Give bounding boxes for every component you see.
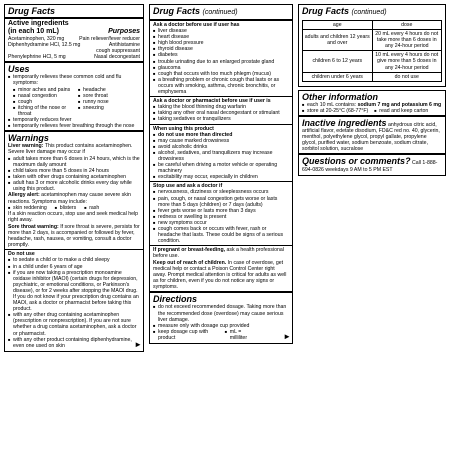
active-item: Diphenhydramine HCl, 12.5 mg Antihistamine — [8, 42, 140, 49]
do-not-use-item: ■ with any other drug containing acetaminophen (prescription or nonprescription). If you are not sure whether a drug contains acetaminophen, ask a doctor or pharmacist. — [8, 312, 140, 336]
do-not-use-heading: Do not use — [8, 251, 35, 258]
uses-item: ■ temporarily relieves fever breathing through the nose — [8, 123, 140, 129]
other-info-item: ■ read and keep carton — [374, 108, 428, 114]
liver-item: ■ child takes more than 5 doses in 24 hours — [8, 168, 140, 174]
sore-throat-warning: Sore throat warning: If sore throat is severe, persists for more than 2 days, is accompanied or followed by fever, headache, rash, nausea, or vomiting, consult a doctor promptly. — [8, 223, 140, 249]
inactive-ingredients: Inactive ingredients anhydrous citric acid, artificial flavor, edetate disodium, FD&C red no. 40, glycerin, menthol, polyethylene glycol, propyl gallate, propylene glycol, purified water, sodium benzoate, sodium citrate, sorbitol solution, sucralose — [302, 117, 440, 153]
table-cell: adults and children 12 years and over — [303, 30, 373, 51]
stop-use-item: ■ nervousness, dizziness or sleeplessness occurs — [153, 189, 289, 195]
ask-doctor-item: ■ a breathing problem or chronic cough that lasts or as occurs with smoking, asthma, chronic bronchitis, or emphysema — [153, 77, 289, 95]
when-using-item: ■ avoid alcoholic drinks — [153, 144, 289, 150]
do-not-use-item: ■ to sedate a child or to make a child sleepy — [8, 257, 140, 263]
drug-facts-panel-1 — [4, 4, 144, 352]
ask-pharmacist-heading: Ask a doctor or pharmacist before use if user is — [153, 98, 271, 105]
liver-item: ■ taken with other drugs containing acetaminophen — [8, 174, 140, 180]
keep-out-of-reach: Keep out of reach of children. In case of overdose, get medical help or contact a Poison Control Center right away. Prompt medical attention is critical for adults as well as for children, even if you do not notice any signs or symptoms. — [153, 259, 287, 291]
ask-doctor-item: ■ cough that occurs with too much phlegm (mucus) — [153, 71, 289, 77]
stop-use-item: ■ new symptoms occur — [153, 220, 289, 226]
warnings-title: Warnings — [8, 133, 49, 144]
drug-facts-column-2 — [149, 4, 293, 347]
panel-title: Drug Facts — [8, 6, 56, 16]
table-row — [303, 72, 442, 81]
do-not-use-item: ■ if you are now taking a prescription monoamine oxidase inhibitor (MAOI) (certain drugs for depression, psychiatric, or emotional conditions, or Parkinson's disease), or for 2 weeks after stopping the MAOI drug. If you do not know if your prescription drug contains an MAOI, ask a doctor or pharmacist before taking this product. — [8, 270, 140, 313]
stop-use-item: ■ redness or swelling is present — [153, 214, 289, 220]
table-cell: children 6 to 12 years — [303, 51, 373, 72]
ask-doctor-item: ■ glaucoma — [153, 65, 289, 71]
table-cell: children under 6 years — [303, 72, 373, 81]
ask-doctor-item: ■ high blood pressure — [153, 40, 289, 46]
liver-item: ■ adult takes more than 6 doses in 24 hours, which is the maximum daily amount — [8, 156, 140, 168]
questions: Questions or comments? Call 1-888-694-0826 weekdays 9 AM to 5 PM EST — [302, 156, 438, 173]
table-row — [303, 30, 442, 51]
drug-facts-panel-3 — [298, 4, 446, 87]
drug-facts-panel-2 — [149, 4, 293, 344]
active-ingredients-subheading: (in each 10 mL) — [8, 28, 59, 35]
when-using-heading: When using this product — [153, 125, 214, 132]
continue-arrow-icon: ► — [283, 332, 291, 341]
symptom-item: ■ minor aches and pains — [13, 87, 75, 93]
other-info-title: Other information — [302, 91, 378, 102]
ask-doctor-item: ■ diabetes — [153, 52, 289, 58]
uses-item: ■ temporarily reduces fever — [8, 117, 140, 123]
dosage-table — [302, 20, 442, 82]
active-item: cough suppressant — [96, 48, 140, 55]
active-item: Phenylephrine HCl, 5 mg Nasal decongestant — [8, 54, 140, 61]
directions-title: Directions — [153, 294, 198, 305]
symptom-item: ■ nasal congestion — [13, 93, 75, 99]
directions-item: ■ do not exceed recommended dosage. Taking more than the recommended dose (overdose) may cause serious liver damage. — [153, 304, 289, 322]
purposes-heading: Purposes — [108, 28, 140, 35]
when-using-item: ■ may cause marked drowsiness — [153, 138, 289, 144]
continue-arrow-icon: ► — [134, 339, 142, 349]
when-using-item: ■ be careful when driving a motor vehicle or operating machinery — [153, 162, 289, 174]
table-cell: 20 mL every 4 hours do not take more than 6 doses in any 24-hour period — [372, 30, 442, 51]
ask-doctor-heading: Ask a doctor before use if user has — [153, 22, 240, 28]
allergy-symptom: ■ rash — [84, 205, 99, 211]
other-info-panel — [298, 90, 446, 176]
when-using-item: ■ do not use more than directed — [153, 132, 289, 138]
stop-use-heading: Stop use and ask a doctor if — [153, 183, 223, 190]
table-header-row — [303, 21, 442, 30]
pregnancy-warning: If pregnant or breast-feeding, ask a health professional before use. — [153, 247, 284, 260]
table-cell: do not use — [372, 72, 442, 81]
uses-intro: ■ temporarily relieves these common cold and flu symptoms: — [8, 74, 140, 86]
ask-doctor-item: ■ liver disease — [153, 28, 289, 34]
symptom-item: ■ runny nose — [78, 99, 140, 105]
stop-use-item: ■ pain, cough, or nasal congestion gets worse or lasts more than 5 days (children) or 7 days (adults) — [153, 196, 289, 208]
panel-title: Drug Facts (continued) — [302, 6, 387, 16]
when-using-item: ■ excitability may occur, especially in children — [153, 174, 289, 180]
allergy-after: If a skin reaction occurs, stop use and seek medical help right away. — [8, 211, 139, 224]
ask-doctor-item: ■ heart disease — [153, 34, 289, 40]
ask-pharmacist-item: ■ taking sedatives or tranquilizers — [153, 116, 289, 122]
table-header-cell: dose — [372, 21, 442, 30]
drug-facts-column-1 — [4, 4, 144, 355]
do-not-use-item: ■ with any other product containing diphenhydramine, even one used on skin — [8, 337, 140, 349]
active-ingredients-heading: Active ingredients — [8, 20, 69, 27]
stop-use-item: ■ fever gets worse or lasts more than 3 days — [153, 208, 289, 214]
directions-item: ■ measure only with dosage cup provided — [153, 323, 289, 329]
ask-pharmacist-item: ■ taking the blood thinning drug warfarin — [153, 104, 289, 110]
ask-doctor-item: ■ thyroid disease — [153, 46, 289, 52]
directions-item: ■ mL = milliliter — [225, 329, 259, 341]
ask-doctor-item: ■ trouble urinating due to an enlarged prostate gland — [153, 59, 289, 65]
table-cell: 10 mL every 4 hours do not give more than 5 doses in any 24-hour period — [372, 51, 442, 72]
directions-row — [153, 329, 289, 341]
panel-title: Drug Facts (continued) — [153, 6, 238, 16]
when-using-item: ■ alcohol, sedatives, and tranquilizers may increase drowsiness — [153, 150, 289, 162]
liver-warning: Liver warning: This product contains acetaminophen. Severe liver damage may occur if — [8, 143, 133, 156]
other-info-item: ■ each 10 mL contains: sodium 7 mg and potassium 6 mg — [302, 102, 442, 108]
symptom-list — [8, 87, 140, 117]
symptom-item: ■ itching of the nose or throat — [13, 105, 75, 117]
active-ingredients-header — [8, 20, 140, 36]
active-item: Acetaminophen, 320 mg Pain reliever/fever reducer — [8, 36, 140, 42]
allergy-alert: Allergy alert: acetaminophen may cause severe skin reactions. Symptoms may include: — [8, 192, 131, 205]
table-header-cell: age — [303, 21, 373, 30]
allergy-symptom: ■ skin reddening — [8, 205, 47, 211]
other-info-row — [302, 108, 442, 114]
directions-item: ■ keep dosage cup with product — [153, 329, 225, 341]
symptom-item: ■ sneezing — [78, 105, 140, 117]
ask-pharmacist-item: ■ taking any other oral nasal decongestant or stimulant — [153, 110, 289, 116]
symptom-item: ■ cough — [13, 99, 75, 105]
uses-title: Uses — [8, 64, 30, 75]
liver-item: ■ adult has 3 or more alcoholic drinks every day while using this product. — [8, 180, 140, 192]
stop-use-item: ■ cough comes back or occurs with fever, rash or headache that lasts. These could be signs of a serious condition. — [153, 226, 289, 244]
symptom-item: ■ sore throat — [78, 93, 140, 99]
other-info-item: ■ store at 20-25°C (68-77°F) — [302, 108, 368, 114]
allergy-symptom: ■ blisters — [55, 205, 76, 211]
do-not-use-item: ■ in a child under 6 years of age — [8, 264, 140, 270]
symptom-item: ■ headache — [78, 87, 140, 93]
drug-facts-column-3 — [298, 4, 446, 179]
table-row — [303, 51, 442, 72]
